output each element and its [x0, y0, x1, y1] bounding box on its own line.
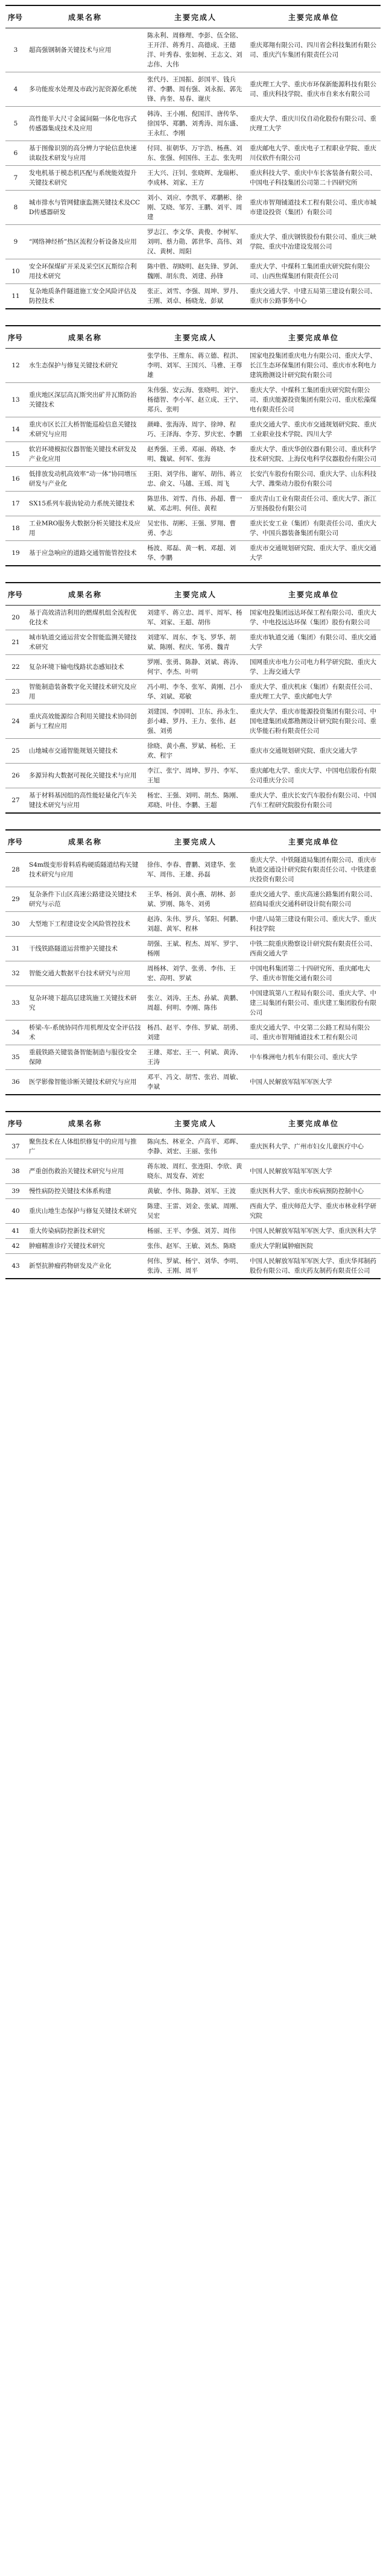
table-row [5, 887, 381, 912]
table-row [5, 191, 381, 225]
main-units: 重庆市智翔铺道技术工程有限公司、重庆市城市建设投资（集团）有限公司 [247, 191, 381, 225]
main-units: 中铁二院重庆勘察设计研究院有限责任公司、西南交通大学 [247, 937, 381, 961]
row-number: 22 [5, 655, 26, 680]
main-units: 中国人民解放军陆军军医大学 [250, 1078, 332, 1086]
main-contributors: 徐晓、黄小燕、罗斌、杨松、王欢、程宇 [144, 739, 247, 764]
row-number: 20 [5, 606, 26, 630]
table-row [5, 739, 381, 764]
main-units: 重庆大学、重庆华创仪器有限公司、重庆科学技术研究院、上海仪电科学仪器股份有限公司 [247, 442, 381, 467]
row-number: 27 [11, 797, 20, 804]
table-header-row [5, 326, 381, 349]
column-header-people: 主要完成人 [144, 830, 247, 853]
row-number: 40 [5, 1199, 26, 1224]
main-units: 重庆医科大学、重庆市疾病预防控制中心 [247, 1184, 381, 1199]
main-contributors: 杨波、郑磊、黄一帆、邓超、刘华、李鹏 [147, 545, 236, 562]
table-header-row [5, 830, 381, 853]
table-row [5, 606, 381, 630]
row-number: 30 [5, 912, 26, 937]
main-contributors: 胡强、王斌、程杰、周军、罗宇、杨刚 [144, 937, 247, 961]
main-contributors: 何伟、罗斌、杨宁、刘华、李明、张涛、王刚、周平 [147, 1258, 242, 1274]
column-header-no: 序号 [5, 830, 26, 853]
table-row [5, 853, 381, 887]
main-contributors: 王阳、刘学伟、谢军、胡伟、蒋立忠、俞文、马越、王瑶、周飞 [144, 467, 247, 492]
main-units: 长安汽车股份有限公司、重庆大学、山东科技大学、潍柴动力股份有限公司 [247, 467, 381, 492]
column-header-people: 主要完成人 [144, 1112, 247, 1135]
section-gap [0, 1095, 386, 1111]
table-row [5, 937, 381, 961]
table-row [5, 630, 381, 655]
main-units: 中国建筑第八工程局有限公司、重庆大学、中建三局集团有限公司、重庆建工集团股份有限公司 [247, 986, 381, 1021]
main-units: 重庆大学附属肿瘤医院 [247, 1239, 381, 1254]
table-row [5, 442, 381, 467]
table-row [5, 1159, 381, 1184]
achievement-name: 城市排水与管网健康监测关键技术及CCD传感器研发 [26, 191, 144, 225]
row-number: 19 [11, 549, 20, 557]
main-contributors: 赵秀强、王勇、邓丽、蒋晓、李明、魏斌、何军、张海 [144, 442, 247, 467]
main-contributors: 张学伟、王维东、蒋立德、程洪、李明、刘军、王国兴、马雅、王尊雄 [144, 349, 247, 383]
achievement-name: SX15系列车载齿轮动力系统关键技术 [26, 492, 144, 516]
main-units: 重庆大学、中煤科工集团重庆研究院有限公司、重庆能源投资集团有限公司、重庆松藻煤电有限责任公司 [247, 383, 381, 417]
page [0, 0, 386, 1285]
table-row [5, 1199, 381, 1224]
table-header-row [5, 583, 381, 606]
achievement-name: 新型抗肿瘤药物研发及产业化 [29, 1262, 112, 1270]
award-table [5, 829, 381, 1095]
column-header-people: 主要完成人 [144, 583, 247, 606]
row-number: 32 [5, 961, 26, 986]
row-number: 36 [11, 1078, 20, 1086]
main-contributors: 刘小、刘应、李凯平、邓鹏彬、徐刚、艾晓、邹芳、王鹏、刘平、周建 [144, 191, 247, 225]
row-number: 39 [5, 1184, 26, 1199]
achievement-name: 安全环保煤矿开采及采空区瓦斯综合利用技术研究 [26, 259, 144, 284]
row-number: 33 [5, 986, 26, 1021]
table-row [5, 492, 381, 516]
row-number: 5 [5, 107, 26, 141]
achievement-name: 肿瘤精准诊疗关键技术研究 [26, 1239, 144, 1254]
main-units: 重庆大学、重庆市能源投资集团有限公司、中国电建集团成都勘测设计研究院有限公司、重庆华能石粉有限责任公司 [247, 704, 381, 739]
achievement-name: 工业MRO服务大数据分析关键技术及应用 [26, 516, 144, 541]
achievement-name: 医学影像智能诊断关键技术研究与应用 [29, 1078, 137, 1086]
row-number: 15 [5, 442, 26, 467]
achievement-name: 慢性病防控关键技术体系构建 [26, 1184, 144, 1199]
table-row [5, 1184, 381, 1199]
achievement-name: 发电机基于模态机匹配与系统能效提升关键技术研究 [26, 166, 144, 191]
main-units: 中车株洲电力机车有限公司、重庆大学 [247, 1045, 381, 1070]
column-header-name: 成果名称 [26, 830, 144, 853]
main-units: 重庆青山工业有限责任公司、重庆大学、浙江万里扬股份有限公司 [247, 492, 381, 516]
table-row [5, 225, 381, 259]
row-number: 3 [5, 28, 26, 72]
table-header-row [5, 1112, 381, 1135]
main-units: 重庆科技大学、重庆中车长客装备有限公司、中国电子科技集团公司第二十四研究所 [247, 166, 381, 191]
award-table [5, 325, 381, 566]
achievement-name: 城市轨道交通运营安全智能监测关键技术研究 [26, 630, 144, 655]
main-units: 重庆大学、中铁隧道局集团有限公司、重庆市轨道交通设计研究院有限责任公司、中铁建重庆投资有限公司 [247, 853, 381, 887]
table-row [5, 1021, 381, 1045]
column-header-units: 主要完成单位 [247, 326, 381, 349]
main-contributors: 付同、崔朝华、万宇浩、杨燕、刘东、张强、何国伟、王志、张先明 [144, 141, 247, 166]
achievement-name: 桥梁-车-系统协同作用机理及安全评估技术 [26, 1021, 144, 1045]
main-units: 重庆郑翔有限公司、四川省会科技集团有限公司、重庆汽车集团有限责任公司 [247, 28, 381, 72]
main-contributors: 王雄、郑宏、王一、何斌、黄涛、王涛 [144, 1045, 247, 1070]
row-number: 37 [5, 1135, 26, 1159]
main-units: 中国人民解放军陆军军医大学 [247, 1159, 381, 1184]
table-row [5, 107, 381, 141]
table-row [5, 417, 381, 442]
table-row [5, 1045, 381, 1070]
main-units: 中国人民解放军陆军军医大学、重庆医科大学 [247, 1224, 381, 1239]
achievement-name: 基于图像识别的高分辨力字轮信息快速读取技术研发与应用 [26, 141, 144, 166]
table-row [5, 72, 381, 107]
achievement-name: 重庆高效能源综合利用关键技术协同创新与工程应用 [26, 704, 144, 739]
table-row [5, 28, 381, 72]
table-row [5, 704, 381, 739]
column-header-name: 成果名称 [26, 1112, 144, 1135]
table-row [5, 680, 381, 704]
main-contributors: 陈思伟、刘雪、肖伟、孙超、曹一斌、邓志明、何佳、黄程 [144, 492, 247, 516]
main-units: 重庆长安工业（集团）有限责任公司、重庆大学、中国兵器装备集团有限公司 [247, 516, 381, 541]
table-row [5, 1254, 381, 1279]
column-header-name: 成果名称 [26, 5, 144, 28]
column-header-units: 主要完成单位 [247, 830, 381, 853]
achievement-name: 复杂条件下山区高速公路建设关键技术研究与示范 [26, 887, 144, 912]
table-row [5, 541, 381, 566]
award-table [5, 1111, 381, 1279]
main-contributors: 冯小明、李冬、张军、黄刚、吕小华、刘斌、郑敏 [144, 680, 247, 704]
achievement-name: 多功能废水处理及市政污泥资源化系统 [26, 72, 144, 107]
table-row [5, 284, 381, 309]
main-contributors: 徐伟、李春、曹鹏、刘建华、张军、周伟、王雄、孙磊 [144, 853, 247, 887]
main-contributors: 朱伟强、安云海、张晓明、刘宁、杨德智、李小军、赵立成、王宁、郑兵、张明 [144, 383, 247, 417]
main-contributors: 杨昌、赵平、李伟、罗斌、胡勇、刘建 [144, 1021, 247, 1045]
main-units: 国家电投集团重庆电力有限公司、重庆大学、长江生态环保集团有限公司、重庆市水利电力建筑勘测设计研究院有限公司 [247, 349, 381, 383]
main-contributors: 李江、张宁、周坤、罗丹、李军、王旭 [144, 764, 247, 788]
main-contributors: 杨宏、王强、刘明、胡杰、陈刚、邓晓、叶佳、李鹏、王超 [147, 792, 242, 809]
row-number: 13 [5, 383, 26, 417]
main-contributors: 陈中胜、胡晓明、赵先锋、罗剑、魏刚、胡东贵、刘建、孙锋 [144, 259, 247, 284]
achievement-name: 复杂环境下超高层建筑施工关键技术研究 [26, 986, 144, 1021]
achievement-name: 重载铁路关键装备智能制造与服役安全保障 [26, 1045, 144, 1070]
main-contributors: 赵涛、朱伟、罗兵、邹阳、何鹏、刘超、黄军、程林 [144, 912, 247, 937]
main-units: 重庆市轨道交通（集团）有限公司、重庆交通大学 [247, 630, 381, 655]
column-header-no: 序号 [5, 1112, 26, 1135]
row-number: 31 [5, 937, 26, 961]
table-row [5, 655, 381, 680]
achievement-name: 山地城市交通智能规划关键技术 [26, 739, 144, 764]
column-header-no: 序号 [5, 5, 26, 28]
main-units: 重庆市交通规划研究院、重庆交通大学 [247, 739, 381, 764]
table-row [5, 1224, 381, 1239]
main-units: 重庆市交通规划研究院、重庆大学、重庆交通大学 [250, 545, 376, 562]
achievement-name: 重庆地区深层高瓦斯突出矿井瓦斯防治关键技术 [26, 383, 144, 417]
main-contributors: 杨丽、王平、李强、刘芳、周伟 [144, 1224, 247, 1239]
table-row [5, 166, 381, 191]
main-units: 重庆医科大学、广州市妇女儿童医疗中心 [247, 1135, 381, 1159]
achievement-name: 重庆山地生态保护与修复关键技术研究 [26, 1199, 144, 1224]
table-row [5, 912, 381, 937]
achievement-name: 超高强钢制备关键技术与应用 [26, 28, 144, 72]
main-contributors: 吴宏伟、胡彬、王强、罗翔、曹勇、李志 [144, 516, 247, 541]
achievement-name: 严重创伤救治关键技术研究与应用 [26, 1159, 144, 1184]
row-number: 7 [5, 166, 26, 191]
achievement-name: 聚焦技术在人体组织修复中的应用与推广 [26, 1135, 144, 1159]
main-contributors: 刘建军、周东、李飞、罗华、胡斌、陈刚、程庆、邹勇、魏青 [144, 630, 247, 655]
main-contributors: 王华、杨剑、黄小燕、胡林、彭斌、罗刚、陈冬、刘勇 [144, 887, 247, 912]
table-row [5, 1070, 381, 1095]
achievement-name: “网络神经桥”热区流程分析设备及应用 [26, 225, 144, 259]
main-contributors: 张伟、赵军、王敏、刘杰、陈晓 [144, 1239, 247, 1254]
column-header-name: 成果名称 [26, 326, 144, 349]
award-table [5, 5, 381, 309]
main-contributors: 张正、刘雪、李强、周坤、罗丹、王刚、刘卓、杨晓龙、彭斌 [147, 288, 242, 305]
main-contributors: 陈建、王雷、刘金、张斌、周刚、吴宏 [144, 1199, 247, 1224]
main-contributors: 邓平、冯文、胡雪、张岩、周敏、李斌 [147, 1074, 242, 1090]
table-row [5, 961, 381, 986]
row-number: 23 [5, 680, 26, 704]
row-number: 42 [5, 1239, 26, 1254]
main-units: 重庆大学、重庆钢铁股份有限公司、重庆三峡学院、重庆中冶建设发展公司 [247, 225, 381, 259]
column-header-people: 主要完成人 [144, 5, 247, 28]
column-header-no: 序号 [5, 326, 26, 349]
row-number: 21 [5, 630, 26, 655]
row-number: 28 [5, 853, 26, 887]
main-units: 重庆大学、重庆川仪自动化股份有限公司、重庆理工大学 [247, 107, 381, 141]
achievement-name: 复杂环境下输电线路状态感知技术 [26, 655, 144, 680]
main-units: 重庆理工大学、重庆市环保新能源科技有限公司、重庆科技学院、重庆市自来水有限公司 [247, 72, 381, 107]
achievement-name: 基于材料基因组的高性能轻量化汽车关键技术研究与应用 [29, 792, 137, 809]
main-contributors: 黄敏、李伟、陈静、刘军、王波 [144, 1184, 247, 1199]
table-row [5, 516, 381, 541]
main-contributors: 韩涛、王小刚、倪国洋、唐传华、徐国华、郑鹏、刘秀涛、周东盛、王永红、李刚 [144, 107, 247, 141]
table-row [5, 764, 381, 788]
award-tables [0, 5, 386, 1279]
main-units: 重庆交通大学、中交第二公路工程局有限公司、重庆市智翔铺道技术工程有限公司 [247, 1021, 381, 1045]
row-number: 12 [5, 349, 26, 383]
award-table [5, 582, 381, 814]
achievement-name: 高性能半大尺寸金属间隔一体化电容式传感器集成技术及应用 [26, 107, 144, 141]
main-units: 国家电投集团远达环保工程有限公司、重庆大学、中电投远达环保（集团）股份有限公司 [247, 606, 381, 630]
achievement-name: 智能制造装备数字化关键技术研究及应用 [26, 680, 144, 704]
row-number: 18 [5, 516, 26, 541]
achievement-name: 基于高效清洁利用的燃煤机组全流程优化技术 [26, 606, 144, 630]
column-header-no: 序号 [5, 583, 26, 606]
row-number: 14 [5, 417, 26, 442]
main-units: 重庆交通大学、重庆高速公路集团有限公司、招商局重庆交通科研设计院有限公司 [247, 887, 381, 912]
main-contributors: 蒋东坡、周红、张连阳、李欣、黄晓东、周发春、刘宏 [144, 1159, 247, 1184]
achievement-name: S4m级变形骨料盾构硬质隧道结构关键技术研究与应用 [26, 853, 144, 887]
table-header-row [5, 5, 381, 28]
achievement-name: 软岩环境模拟仪器智能关键技术研发及产业化应用 [26, 442, 144, 467]
row-number: 38 [5, 1159, 26, 1184]
table-row [5, 383, 381, 417]
section-gap [0, 814, 386, 829]
table-row [5, 986, 381, 1021]
achievement-name: 智能交通大数据平台技术研究与应用 [26, 961, 144, 986]
row-number: 41 [5, 1224, 26, 1239]
main-units: 重庆交通大学、重庆市交通规划研究院、重庆工业职业技术学院、四川大学 [247, 417, 381, 442]
main-units: 重庆交通大学、中建五局第三建设有限公司、重庆市公路事务中心 [250, 288, 376, 305]
column-header-units: 主要完成单位 [247, 5, 381, 28]
row-number: 4 [5, 72, 26, 107]
achievement-name: 基于应急响应的道路交通智能管控技术 [29, 549, 137, 557]
column-header-units: 主要完成单位 [247, 583, 381, 606]
main-units: 重庆大学、中煤科工集团重庆研究院有限公司、山西焦煤集团有限责任公司 [247, 259, 381, 284]
main-units: 中国人民解放军陆军军医大学、重庆华邦制药股份有限公司、重庆药友制药有限责任公司 [250, 1258, 376, 1274]
achievement-name: 重大传染病防控新技术研究 [26, 1224, 144, 1239]
column-header-name: 成果名称 [26, 583, 144, 606]
row-number: 8 [5, 191, 26, 225]
table-row [5, 1239, 381, 1254]
main-units: 中建八局第三建设有限公司、重庆大学、重庆科技学院 [247, 912, 381, 937]
main-units: 重庆大学、重庆机床（集团）有限责任公司、重庆理工大学、重庆邮电大学 [247, 680, 381, 704]
table-row [5, 259, 381, 284]
main-contributors: 罗刚、张勇、陈静、刘斌、蒋涛、何宇、李杰、叶明 [144, 655, 247, 680]
row-number: 25 [5, 739, 26, 764]
table-row [5, 788, 381, 814]
achievement-name: 大型地下工程建设安全风险管控技术 [26, 912, 144, 937]
main-contributors: 张立、刘涛、王杰、孙斌、黄鹏、周超、何明、李刚、陈伟 [144, 986, 247, 1021]
column-header-people: 主要完成人 [144, 326, 247, 349]
section-gap [0, 309, 386, 325]
table-row [5, 349, 381, 383]
row-number: 43 [11, 1262, 20, 1270]
main-contributors: 罗志江、李文华、黄俊、李树军、刘明、蔡力勋、郭世华、高伟、刘汉、黄树、周阳 [144, 225, 247, 259]
row-number: 34 [5, 1021, 26, 1045]
main-contributors: 刘建国、李国明、卫东、孙永生、彭小峰、罗丹、王力、张伟、赵强、刘勇 [144, 704, 247, 739]
table-row [5, 1135, 381, 1159]
main-units: 重庆大学、重庆长安汽车股份有限公司、中国汽车工程研究院股份有限公司 [250, 792, 376, 809]
row-number: 24 [5, 704, 26, 739]
main-contributors: 陈永利、周修理、李彭、伍全铭、王开洋、蒋秀月、高德成、王德洋、叶秀春、张如树、王志文、刘志伟、大伟 [144, 28, 247, 72]
row-number: 16 [5, 467, 26, 492]
main-units: 重庆邮电大学、重庆电子工程职业学院、重庆川仪软件有限公司 [247, 141, 381, 166]
main-contributors: 颜峰、张海涛、周宇、徐坤、程巧、王泽海、李芳、罗庆宏、李鹏 [144, 417, 247, 442]
column-header-units: 主要完成单位 [247, 1112, 381, 1135]
row-number: 29 [5, 887, 26, 912]
main-contributors: 陈向杰、林亚全、卢高平、邓晖、李静、刘宏、王丽、张伟 [144, 1135, 247, 1159]
achievement-name: 重庆市区长江大桥智能巡检信息关键技术研究与应用 [26, 417, 144, 442]
main-units: 重庆邮电大学、重庆大学、中国电信股份有限公司重庆分公司 [247, 764, 381, 788]
row-number: 26 [5, 764, 26, 788]
main-contributors: 刘建平、蒋立忠、周平、周军、杨军、刘家、王超、胡伟 [144, 606, 247, 630]
main-contributors: 王大兴、汪钊、张晓辉、龙瑞彬、李成林、刘家、王方 [144, 166, 247, 191]
achievement-name: 复杂地质条件隧道施工安全风险评估及防控技术 [29, 288, 137, 305]
row-number: 17 [5, 492, 26, 516]
row-number: 11 [11, 293, 20, 300]
row-number: 6 [5, 141, 26, 166]
achievement-name: 多源异构大数据可视化关键技术与应用 [26, 764, 144, 788]
row-number: 10 [5, 259, 26, 284]
row-number: 35 [5, 1045, 26, 1070]
main-units: 中国电科集团第二十四研究所、重庆邮电大学、重庆市智能交通有限公司 [247, 961, 381, 986]
section-gap [0, 566, 386, 582]
main-contributors: 张代丹、王国振、彭国平、钱兵祥、李鹏、周有强、刘永振、郭先锋、冉奎、易春、谢庆 [144, 72, 247, 107]
achievement-name: 低排放发动机高效率“动一体”协同增压研发与产业化 [26, 467, 144, 492]
main-contributors: 周杨林、刘学、张勇、李伟、王宏、高明、罗斌 [144, 961, 247, 986]
table-row [5, 141, 381, 166]
row-number: 9 [5, 225, 26, 259]
main-units: 西南大学、重庆师范大学、重庆市林业科学研究院 [247, 1199, 381, 1224]
table-row [5, 467, 381, 492]
achievement-name: 水生态保护与修复关键技术研究 [26, 349, 144, 383]
main-units: 国网重庆市电力公司电力科学研究院、重庆大学、上海交通大学 [247, 655, 381, 680]
achievement-name: 干线铁路隧道运营维护关键技术 [26, 937, 144, 961]
